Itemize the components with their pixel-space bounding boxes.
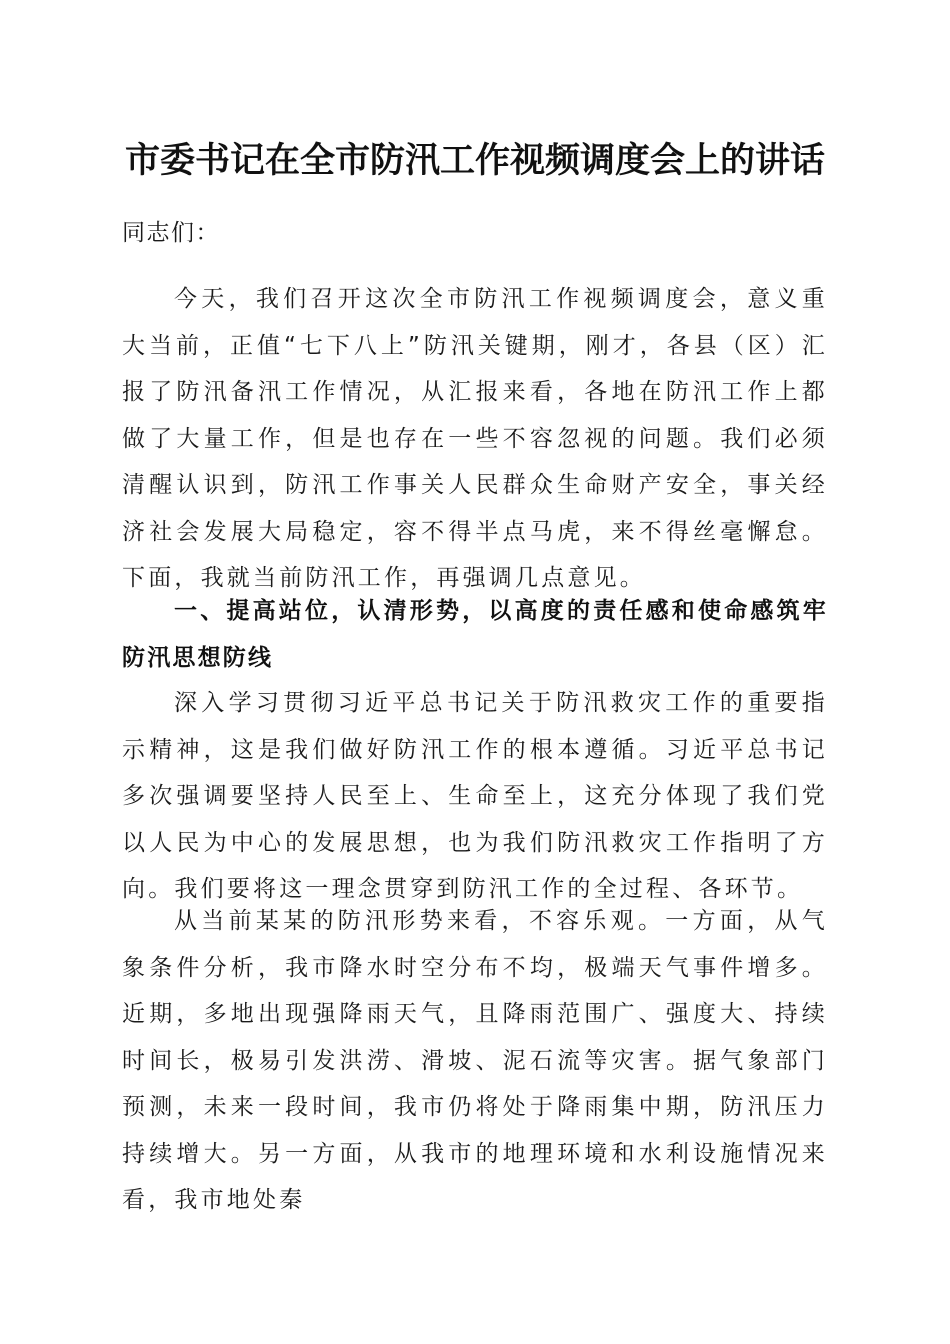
section1-paragraph-2: 从当前某某的防汛形势来看，不容乐观。一方面，从气象条件分析，我市降水时空分布不均，极端天气事件增多。近期，多地出现强降雨天气，且降雨范围广、强度大、持续时间长，极易引发洪涝、滑坡、泥石流等灾害。据气象部门预测，未来一段时间，我市仍将处于降雨集中期，防汛压力持续增大。另一方面，从我市的地理环境和水利设施情况来看，我市地处秦 xyxy=(122,908,828,1213)
document-title: 市委书记在全市防汛工作视频调度会上的讲话 xyxy=(124,140,825,181)
section1-paragraph-1: 深入学习贯彻习近平总书记关于防汛救灾工作的重要指示精神，这是我们做好防汛工作的根本遵循。习近平总书记多次强调要坚持人民至上、生命至上，这充分体现了我们党以人民为中心的发展思想，也为我们防汛救灾工作指明了方向。我们要将这一理念贯穿到防汛工作的全过程、各环节。 xyxy=(122,690,828,902)
intro-paragraph: 今天，我们召开这次全市防汛工作视频调度会，意义重大当前，正值“七下八上”防汛关键期，刚才，各县（区）汇报了防汛备汛工作情况，从汇报来看，各地在防汛工作上都做了大量工作，但是也存在一些不容忽视的问题。我们必须清醒认识到，防汛工作事关人民群众生命财产安全，事关经济社会发展大局稳定，容不得半点马虎，来不得丝毫懈怠。下面，我就当前防汛工作，再强调几点意见。 xyxy=(122,286,828,591)
section-heading-1: 一、提高站位，认清形势，以高度的责任感和使命感筑牢防汛思想防线 xyxy=(122,598,828,671)
salutation: 同志们： xyxy=(122,220,220,246)
